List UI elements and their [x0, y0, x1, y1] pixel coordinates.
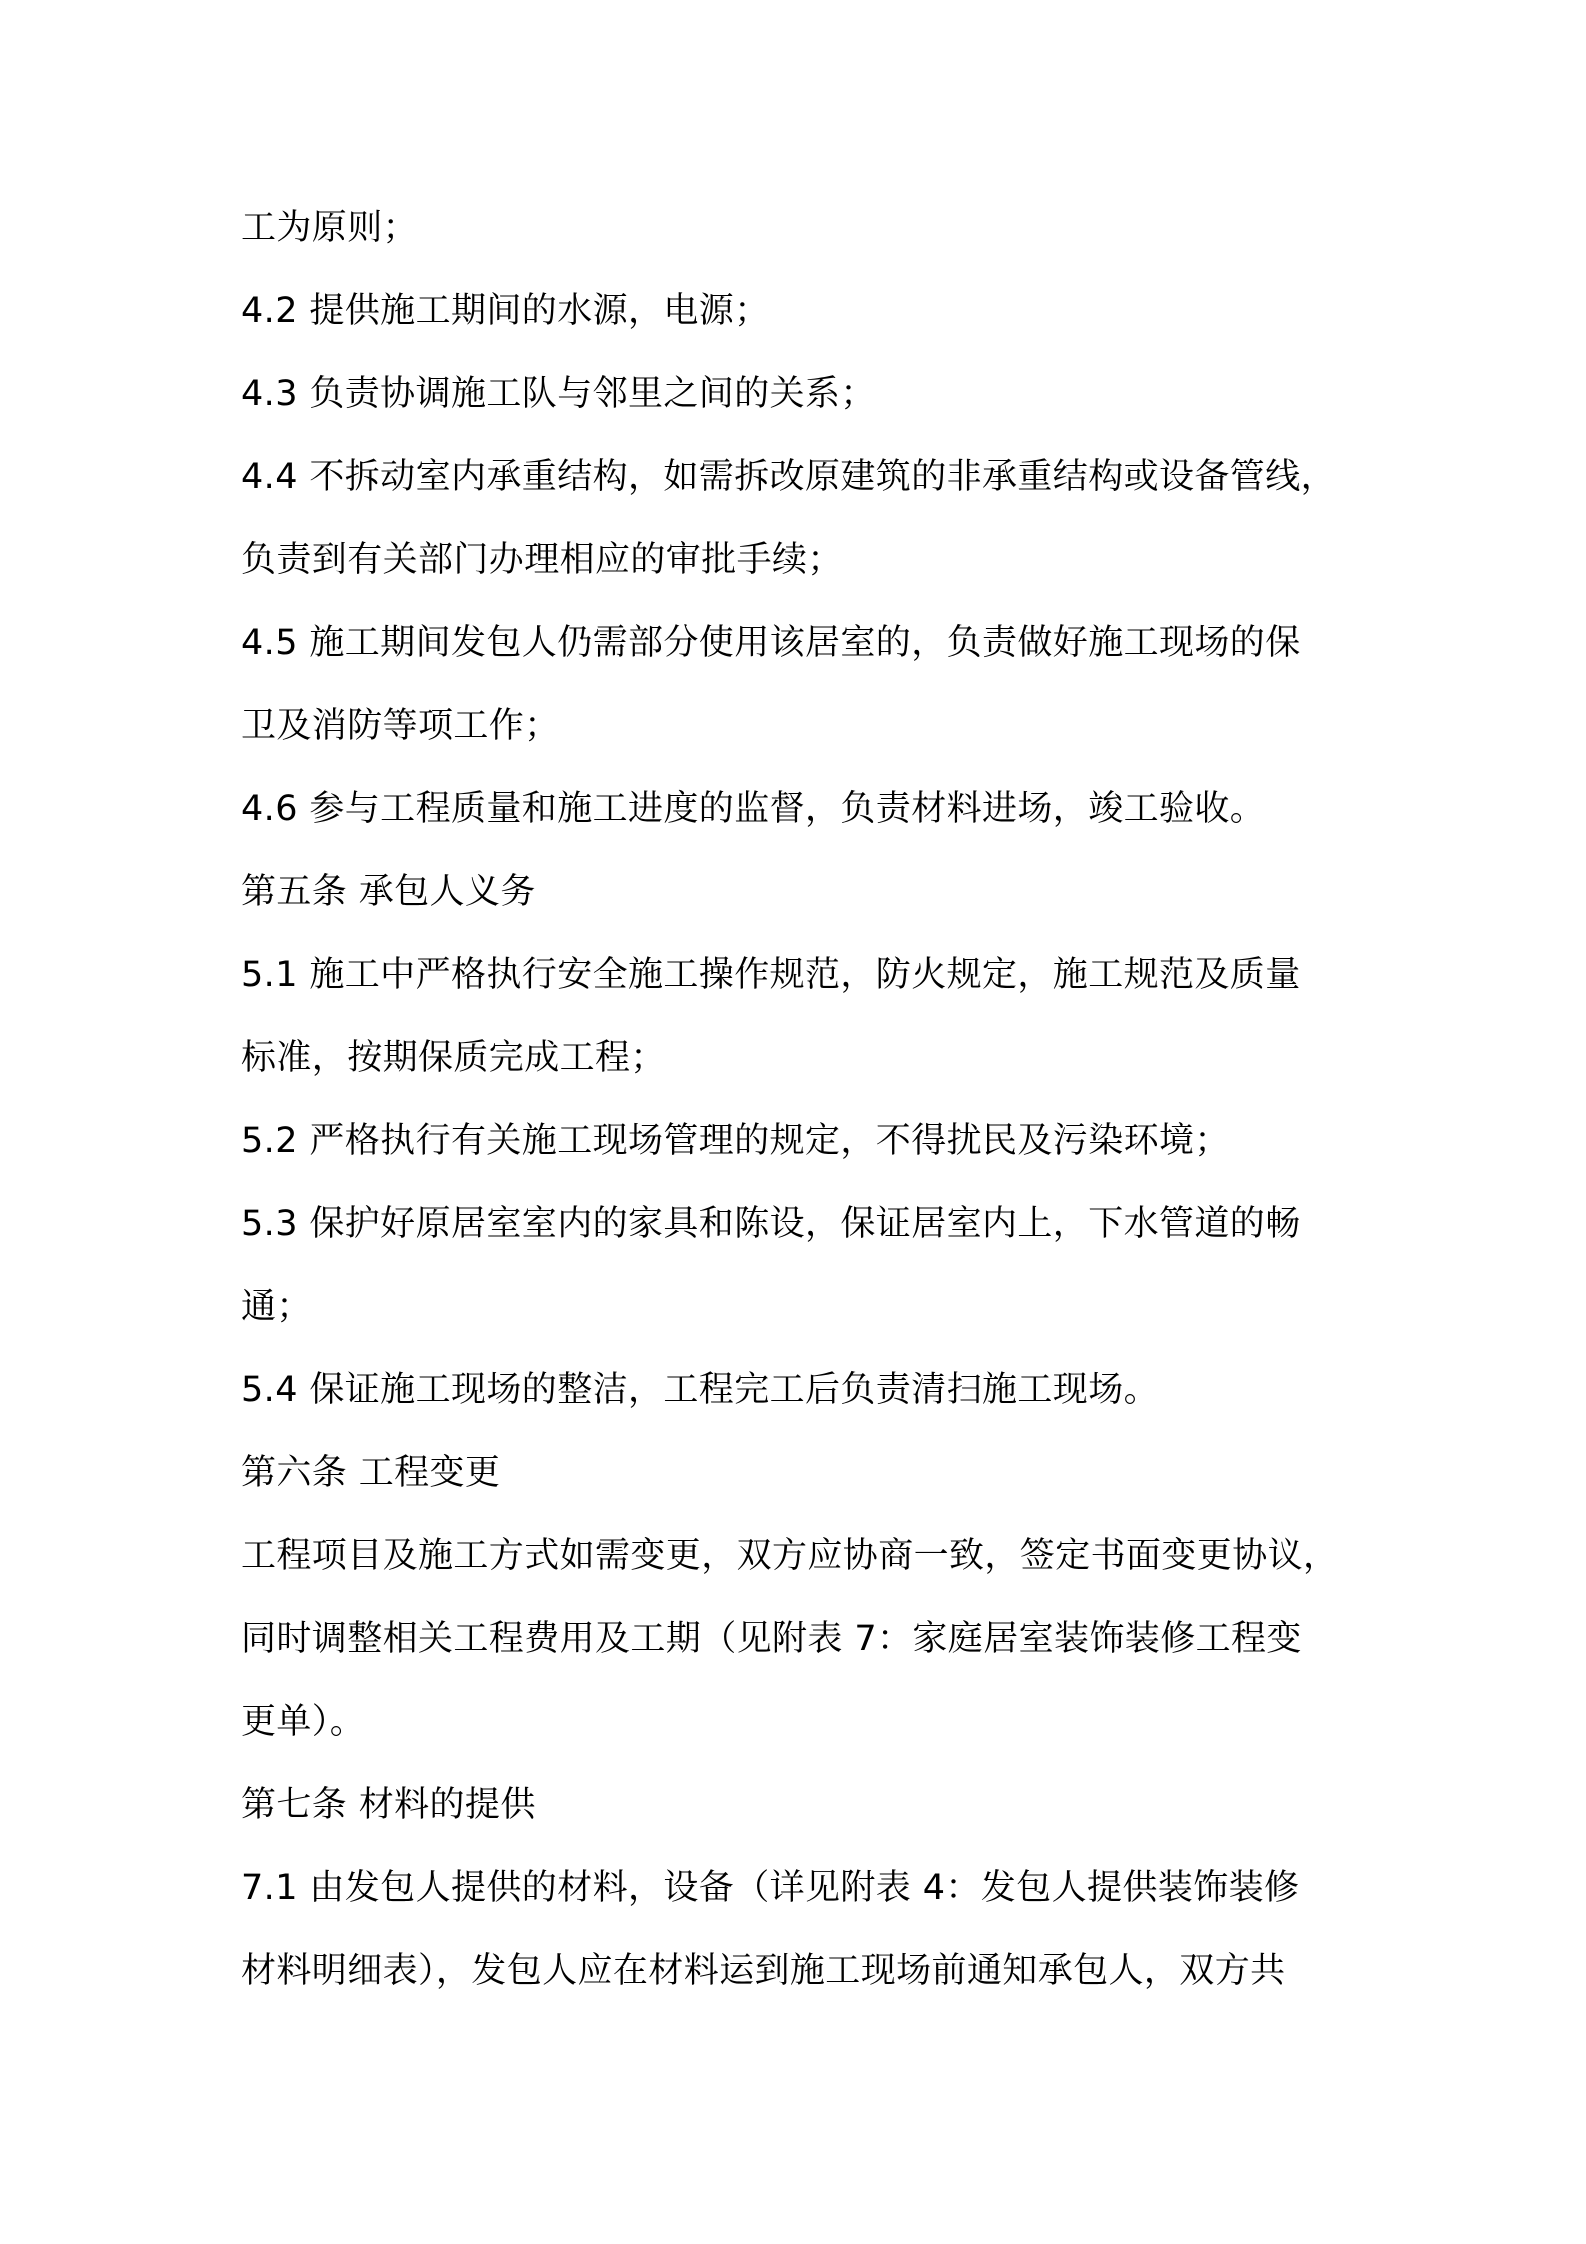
section-heading-6: 第六条 工程变更 — [241, 1453, 501, 1493]
clause-5-4: 5.4 保证施工现场的整洁，工程完工后负责清扫施工现场。 — [241, 1370, 1159, 1410]
clause-5-3: 5.3 保护好原居室室内的家具和陈设，保证居室内上，下水管道的畅 — [241, 1204, 1301, 1244]
section-heading-7: 第七条 材料的提供 — [241, 1785, 536, 1825]
text-line: 更单）。 — [241, 1702, 366, 1742]
clause-4-2: 4.2 提供施工期间的水源，电源； — [241, 291, 770, 331]
clause-5-2: 5.2 严格执行有关施工现场管理的规定，不得扰民及污染环境； — [241, 1121, 1230, 1161]
text-line: 卫及消防等项工作； — [241, 706, 560, 746]
clause-7-1: 7.1 由发包人提供的材料，设备（详见附表 4：发包人提供装饰装修 — [241, 1868, 1300, 1908]
section-heading-5: 第五条 承包人义务 — [241, 872, 536, 912]
text-line: 负责到有关部门办理相应的审批手续； — [241, 540, 843, 580]
clause-5-1: 5.1 施工中严格执行安全施工操作规范，防火规定，施工规范及质量 — [241, 955, 1301, 995]
clause-4-6: 4.6 参与工程质量和施工进度的监督，负责材料进场，竣工验收。 — [241, 789, 1266, 829]
text-line: 材料明细表），发包人应在材料运到施工现场前通知承包人，双方共 — [241, 1951, 1286, 1991]
clause-4-3: 4.3 负责协调施工队与邻里之间的关系； — [241, 374, 876, 414]
text-line: 通； — [241, 1287, 312, 1327]
clause-4-5: 4.5 施工期间发包人仍需部分使用该居室的，负责做好施工现场的保 — [241, 623, 1301, 663]
text-line: 同时调整相关工程费用及工期（见附表 7：家庭居室装饰装修工程变 — [241, 1619, 1302, 1659]
clause-4-4: 4.4 不拆动室内承重结构，如需拆改原建筑的非承重结构或设备管线， — [241, 457, 1336, 497]
text-line: 标准，按期保质完成工程； — [241, 1038, 666, 1078]
text-line: 工为原则； — [241, 208, 419, 248]
text-line: 工程项目及施工方式如需变更，双方应协商一致，签定书面变更协议， — [241, 1536, 1339, 1576]
